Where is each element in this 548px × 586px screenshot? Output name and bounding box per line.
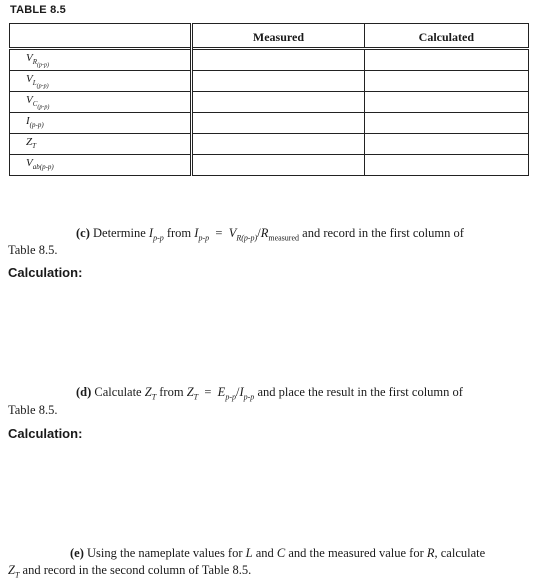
section-e-line2: $Z_T$ and record in the second column of Table 8.5. <box>8 563 252 580</box>
cell-calculated[interactable] <box>364 155 528 176</box>
table-row <box>10 155 529 176</box>
row-label-vab: $V_{ab(p-p)}$ <box>10 155 192 176</box>
header-blank <box>10 24 192 49</box>
section-d-line1: (d) Calculate $Z_T$ from $Z_T = E_{p-p}/I_{p-p}$ and place the result in the first column of <box>76 385 463 402</box>
cell-measured[interactable] <box>192 134 364 155</box>
section-e-label: (e) <box>70 546 84 560</box>
section-e-line1: (e) Using the nameplate values for L and C and the measured value for R, calculate <box>70 546 486 560</box>
cell-calculated[interactable] <box>364 113 528 134</box>
cell-calculated[interactable] <box>364 92 528 113</box>
cell-measured[interactable] <box>192 155 364 176</box>
calculation-label-1: Calculation: <box>8 265 83 280</box>
table-row <box>10 71 529 92</box>
row-label-vc: $V_{C_{(p-p)}}$ <box>10 92 192 113</box>
row-label-vr: $V_{R_{(p-p)}}$ <box>10 49 192 71</box>
header-calculated: Calculated <box>364 24 528 49</box>
table-title: TABLE 8.5 <box>10 4 66 16</box>
row-label-vl: $V_{L_{(p-p)}}$ <box>10 71 192 92</box>
table-row <box>10 134 529 155</box>
section-c-line2: Table 8.5. <box>8 243 58 257</box>
table-row <box>10 49 529 71</box>
header-measured: Measured <box>192 24 364 49</box>
section-c-line1: (c) Determine $I_{p-p}$ from $I_{p-p} = V_{R(p-p)}/R_{measured}$ and record in the first column of <box>76 226 464 243</box>
cell-measured[interactable] <box>192 92 364 113</box>
calculation-label-2: Calculation: <box>8 426 83 441</box>
cell-calculated[interactable] <box>364 71 528 92</box>
table-row <box>10 113 529 134</box>
cell-measured[interactable] <box>192 49 364 71</box>
table-header-row <box>10 24 529 49</box>
cell-calculated[interactable] <box>364 134 528 155</box>
section-c-label: (c) <box>76 226 90 240</box>
cell-measured[interactable] <box>192 71 364 92</box>
section-d-line2: Table 8.5. <box>8 403 58 417</box>
data-table <box>9 23 529 176</box>
row-label-i: $I_{(p-p)}$ <box>10 113 192 134</box>
section-d-label: (d) <box>76 385 92 399</box>
cell-calculated[interactable] <box>364 49 528 71</box>
table-row <box>10 92 529 113</box>
cell-measured[interactable] <box>192 113 364 134</box>
row-label-zt: $Z_T$ <box>10 134 192 155</box>
